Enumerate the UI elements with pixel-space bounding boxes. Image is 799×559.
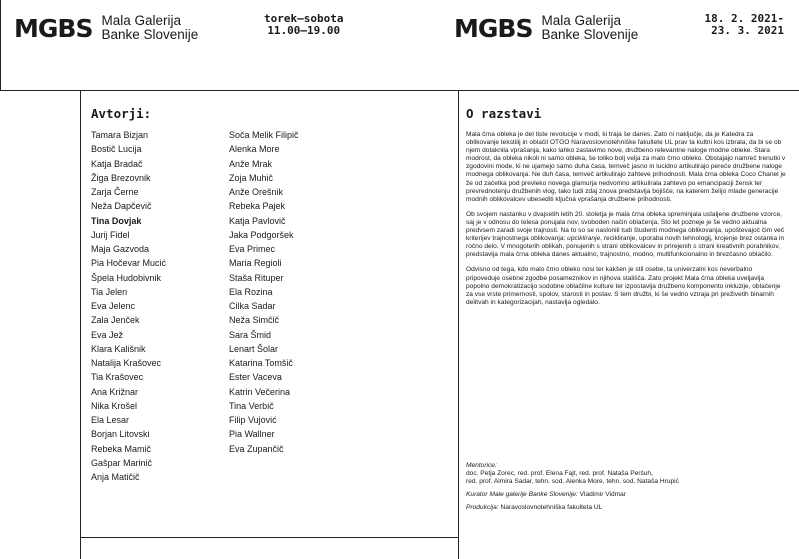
opening-time: 11.00–19.00 <box>267 24 341 37</box>
author-name: Špela Hudobivnik <box>91 272 162 283</box>
author-name: Katja Bradač <box>91 158 143 169</box>
author-name: Klara Kališnik <box>91 343 146 354</box>
gallery-name <box>541 14 638 42</box>
author-name: Tia Jelen <box>91 286 128 297</box>
mentors: Mentorice: doc. Petja Zorec, red. prof. Elena Fajt, red. prof. Nataša Peršuh, red. prof. Almira Sadar, tehn. sod. Alenka More, tehn. sod. Nataša Hrupić <box>466 462 679 486</box>
author-name: Soča Melik Filipič <box>229 130 299 140</box>
author-name: Tia Krašovec <box>91 372 144 383</box>
author-name: Alenka More <box>229 144 280 155</box>
divider <box>80 90 81 559</box>
gallery-name-line1: Mala Galerija <box>101 13 181 28</box>
author-name: Natalija Krašovec <box>91 358 162 368</box>
gallery-name-line2: Banke Slovenije <box>101 27 199 42</box>
author-name: Pia Wallner <box>229 429 275 440</box>
about-text <box>466 131 788 314</box>
author-name: Filip Vujović <box>229 415 277 425</box>
author-name: Eva Jež <box>91 329 124 340</box>
author-name: Maja Gazvoda <box>91 244 150 254</box>
author-name: Ela Lesar <box>91 415 130 425</box>
date-end: 23. 3. 2021 <box>711 24 784 37</box>
date-start: 18. 2. 2021- <box>704 12 784 25</box>
author-name: Anže Mrak <box>229 158 273 169</box>
authors-column-2 <box>229 128 299 456</box>
author-name: Eva Zupančič <box>229 443 284 454</box>
author-name: Katja Pavlovič <box>229 215 286 226</box>
author-name: Tamara Bizjan <box>91 130 149 140</box>
author-name: Neža Simčič <box>229 315 280 326</box>
author-name: Rebeka Pajek <box>229 201 286 212</box>
author-name: Gašpar Marinič <box>91 457 153 468</box>
author-name: Tina Dovjak <box>91 215 142 226</box>
author-name: Zala Jenček <box>91 315 140 326</box>
author-name: Žiga Brezovnik <box>91 172 151 183</box>
author-name: Ela Rozina <box>229 286 273 297</box>
author-name: Ana Križnar <box>91 386 139 397</box>
author-name: Jurij Fidel <box>91 229 130 240</box>
author-name: Maria Regioli <box>229 258 282 269</box>
author-name: Borjan Litovski <box>91 429 150 440</box>
credits <box>466 462 788 517</box>
author-name: Sara Šmid <box>229 329 272 340</box>
paragraph: Odvisno od tega, kdo malo črno obleko nosi ter kakšen je stil osebe, ta univerzalni kos neverbalno pripoveduje osebne zgodbe posameznikov in njihova stališča. Zato projekt Mala črna obleka uveljavlja popolno demokratizacijo sodobne oblačilne kulture ter izpostavlja družbeno komponento inkluzije, oblačenje za vse vrste primernosti, spolov, starosti in postav. S tem družbi, ki še vedno vztraja pri preživetih binarnih delitvah in kategorizacijah, nastavlja ogledalo. <box>466 266 781 306</box>
gallery-name-line1: Mala Galerija <box>541 13 621 28</box>
authors-column-1 <box>91 128 166 484</box>
author-name: Staša Rituper <box>229 272 284 283</box>
author-name: Eva Primec <box>229 244 276 254</box>
author-name: Anja Matičič <box>91 472 140 482</box>
author-name: Rebeka Mamič <box>91 443 152 454</box>
divider <box>0 90 799 91</box>
paragraph: Mala črna obleka je del tiste revolucije v modi, ki traja še danes. Zato ni naključje, da je Katedra za oblikovanje tekstilij in oblačil OTGO Naravoslovnotehniške fakultete UL prav ta kultni kos izbrala, da bi se ob njem dotaknila vprašanja, kako lahko zastavimo nove, družbeno relevantne naloge modne obleke. Stara modrost, da obleka nikoli ni samo obleka, še toliko bolj velja za malo črno obleko. Obstajajo namreč trenutki v zgodovini mode, ki ne ujamejo samo duha časa, temveč jasno in lucidno artikulirajo pereče družbene naloge modnega oblikovanja. Ne duh časa, temveč artikulirajo zahteve prihodnosti. Mala črna obleka Coco Chanel je že od začetka pod prevleko novega glamurja nedvomno artikulirala zahtevo po emancipaciji žensk ter prevrednotenju družbenih vlog, tako tudi zdaj znova predstavlja bojišče, na katerem želijo mlade generacije modnih oblikovalcev ubesediti ključna vprašanja družbene prihodnosti. <box>466 131 786 203</box>
logo-left <box>14 14 198 42</box>
gallery-name-line2: Banke Slovenije <box>541 27 639 42</box>
gallery-name <box>101 14 198 42</box>
logo-mark: MGBS <box>454 13 533 43</box>
about-title: O razstavi <box>466 106 542 121</box>
author-name: Ester Vaceva <box>229 372 282 383</box>
logo-right <box>454 14 638 42</box>
divider <box>0 0 1 90</box>
author-name: Cilka Sadar <box>229 301 276 311</box>
author-name: Jaka Podgoršek <box>229 229 294 240</box>
author-name: Nika Krošel <box>91 400 138 411</box>
author-name: Bostič Lucija <box>91 144 142 155</box>
paragraph: Ob svojem nastanku v dvajsetih letih 20. stoletja je mala črna obleka spreminjala ustaljene družbene vzorce, saj je v odnosu do telesa ponujala nov, svoboden način oblačenja. Sto let pozneje je še vedno aktualna predvsem zaradi svoje trajnosti. Na to so se naslonili tudi študenti modnega oblikovanja, upoštevajoč čim več kriterijev trajnostnega oblikovanja: upcikliranje, recikliranje, uporaba novih tehnologij, krojenje brez ostanka in ročno delo. V mnogoterih oblikah, ponujenih s strani oblikovalcev in prirejenih s strani kreativnih porabnikov, predstavlja mala črna obleka danes aktualno, trajnostno, modno, multifunkcionalno in brezčasno oblačilo. <box>466 210 785 259</box>
divider <box>458 90 459 559</box>
author-name: Pia Hočevar Mucić <box>91 258 167 269</box>
author-name: Lenart Šolar <box>229 343 279 354</box>
exhibition-dates <box>705 13 784 37</box>
authors-title: Avtorji: <box>91 106 152 121</box>
production: Produkcija: Naravoslovnotehniška fakulteta UL <box>466 504 603 512</box>
author-name: Neža Dapčevič <box>91 201 152 212</box>
author-name: Eva Jelenc <box>91 301 136 311</box>
curator: Kurator Male galerije Banke Slovenije: Vladimir Vidmar <box>466 491 627 499</box>
opening-hours <box>264 13 343 37</box>
author-name: Zarja Černe <box>91 187 139 197</box>
logo-mark: MGBS <box>14 13 93 43</box>
author-name: Anže Orešnik <box>229 187 284 197</box>
divider <box>80 537 459 538</box>
author-name: Katrin Večerina <box>229 386 291 397</box>
author-name: Zoja Muhič <box>229 172 274 183</box>
opening-days: torek–sobota <box>264 12 344 25</box>
mentors-label: Mentorice: <box>466 462 497 469</box>
author-name: Tina Verbič <box>229 400 274 411</box>
author-name: Katarina Tomšič <box>229 358 293 368</box>
